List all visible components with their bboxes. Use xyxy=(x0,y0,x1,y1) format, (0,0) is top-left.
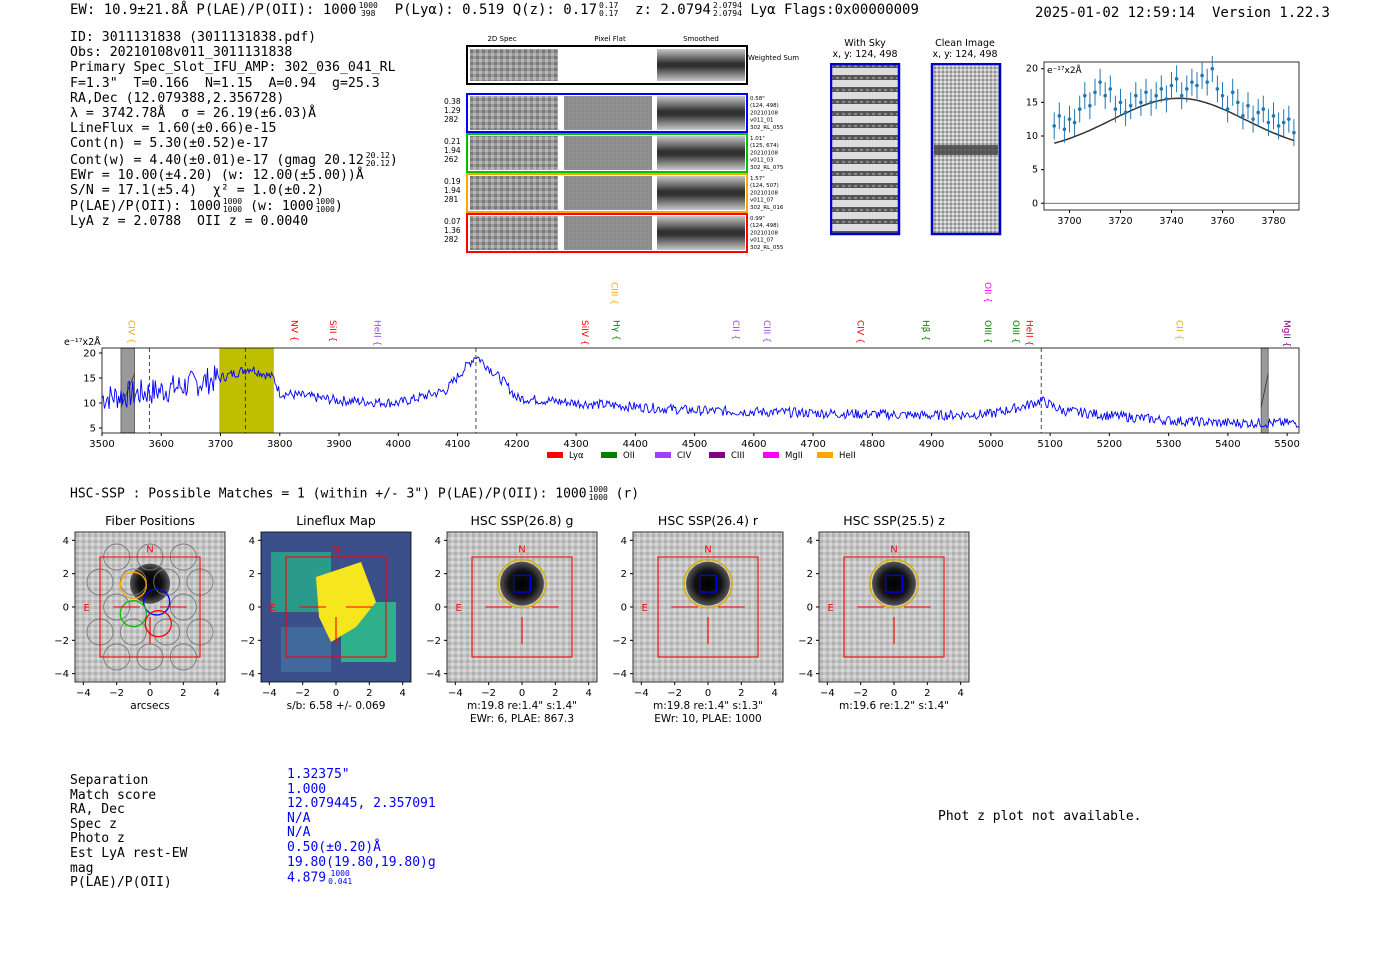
header-datetime: 2025-01-02 12:59:14 xyxy=(1034,5,1196,21)
cutout-title: Fiber Positions xyxy=(105,513,195,528)
cutout-xtick-label: 0 xyxy=(332,688,340,699)
stamp-left-value: 1.94 xyxy=(444,146,461,155)
stamp-right-value: v011_07 xyxy=(750,237,774,244)
stamp-2dspec xyxy=(470,216,558,250)
cutout-ytick-label: 0 xyxy=(62,602,69,614)
match-label: Est LyA rest-EW xyxy=(70,845,188,861)
stamp-2dspec xyxy=(470,136,558,170)
zoom-xtick-label: 3720 xyxy=(1108,216,1133,227)
zoom-data-point xyxy=(1103,94,1107,98)
zoom-data-point xyxy=(1160,87,1164,91)
spectrum-line-label: OIII { xyxy=(981,320,992,344)
cutout-ytick-label: −2 xyxy=(426,635,441,647)
zoom-xtick-label: 3740 xyxy=(1159,216,1184,227)
zoom-data-point xyxy=(1149,101,1153,105)
zoom-data-point xyxy=(1078,107,1082,111)
spectrum-xtick-label: 4000 xyxy=(385,439,412,450)
zoom-spectrum-chart xyxy=(1020,56,1310,231)
info-contw: Cont(w) = 4.40(±0.01)e-17 (gmag 20.12 20.12 20.12 ) xyxy=(70,150,398,168)
header-summary xyxy=(70,2,919,18)
stamp-pixel-flat xyxy=(564,216,652,250)
cutout-xtick-label: −4 xyxy=(75,688,91,699)
cutout-ytick-label: 0 xyxy=(248,602,255,614)
zoom-data-point xyxy=(1180,94,1184,98)
cutout-caption: EWr: 10, PLAE: 1000 xyxy=(654,713,762,725)
zoom-data-point xyxy=(1154,94,1158,98)
info-obs: Obs: 20210108v011_3011131838 xyxy=(70,45,293,61)
detection-info xyxy=(70,30,398,230)
zoom-data-point xyxy=(1073,121,1077,125)
spectrum-line-label: CIV { xyxy=(125,320,136,344)
legend-swatch xyxy=(601,452,617,458)
zoom-data-point xyxy=(1052,124,1056,128)
zoom-data-point xyxy=(1246,104,1250,108)
cutout-ytick-label: 4 xyxy=(620,535,627,547)
header-z: z: 2.0794 xyxy=(635,2,711,18)
cutout-ytick-label: 2 xyxy=(248,569,255,581)
zoom-data-point xyxy=(1226,107,1230,111)
cutout-title: HSC SSP(25.5) z xyxy=(843,513,945,528)
cutout-ytick-label: −4 xyxy=(240,669,255,681)
zoom-data-point xyxy=(1134,94,1138,98)
match-label: Photo z xyxy=(70,831,125,847)
stamp-col-title: 2D Spec xyxy=(487,35,517,43)
zoom-ytick-label: 5 xyxy=(1031,164,1038,176)
spectrum-line-label: CII { xyxy=(1173,320,1184,341)
cutout-north-label: N xyxy=(518,544,526,556)
zoom-xtick-label: 3760 xyxy=(1210,216,1235,227)
spectrum-xtick-label: 5500 xyxy=(1274,439,1300,450)
stamp-right-value: 1.01" xyxy=(750,136,765,142)
spectrum-ytick-label: 15 xyxy=(83,373,96,385)
cutout-xtick-label: 4 xyxy=(399,688,406,699)
stamp-right-value: 20210108 xyxy=(750,110,778,117)
header-qz-frac: 0.17 0.17 xyxy=(599,1,619,18)
match-value: 1.32375" xyxy=(287,767,350,782)
stamp-right-value: 20210108 xyxy=(750,190,778,197)
stamp-right-value: 1.57" xyxy=(750,176,765,182)
cutout-ytick-label: −4 xyxy=(798,669,813,681)
cutout-ytick-label: −4 xyxy=(426,669,441,681)
cutout-ytick-label: 4 xyxy=(806,535,813,547)
spectrum-xtick-label: 5300 xyxy=(1155,439,1182,450)
spectrum-xtick-label: 4600 xyxy=(741,439,767,450)
info-plae: P(LAE)/P(OII): 1000 1000 1000 (w: 1000 1000 1000 ) xyxy=(70,197,343,215)
photz-message: Phot z plot not available. xyxy=(938,809,1142,824)
zoom-data-point xyxy=(1058,114,1062,118)
stamp-2dspec xyxy=(470,176,558,210)
info-params: F=1.3" T=0.166 N=1.15 A=0.94 g=25.3 xyxy=(70,75,380,91)
spectrum-xtick-label: 3700 xyxy=(207,439,234,450)
cutout-caption: m:19.6 re:1.2" s:1.4" xyxy=(839,700,949,712)
match-value: 19.80(19.80,19.80)g xyxy=(287,854,436,870)
cutout-source xyxy=(500,562,544,606)
spectrum-ytick-label: 5 xyxy=(89,423,96,435)
spectrum-xtick-label: 4100 xyxy=(444,439,471,450)
sky-images xyxy=(830,63,1002,237)
stamp-pixel-flat xyxy=(564,136,652,170)
cutout-caption: m:19.8 re:1.4" s:1.4" xyxy=(467,700,577,712)
cutout-xtick-label: −4 xyxy=(633,688,649,699)
zoom-data-point xyxy=(1083,94,1087,98)
cutout-xtick-label: 0 xyxy=(146,688,154,699)
cutout-xtick-label: 4 xyxy=(957,688,964,699)
legend-label: Lyα xyxy=(569,451,584,461)
spectrum-xtick-label: 3600 xyxy=(148,439,174,450)
cutout-ytick-label: −4 xyxy=(612,669,627,681)
zoom-data-point xyxy=(1170,84,1174,88)
stamp-right-value: (124, 498) xyxy=(750,103,779,110)
spectrum-xtick-label: 4700 xyxy=(800,439,826,450)
spectrum-xtick-label: 4900 xyxy=(918,439,945,450)
zoom-data-point xyxy=(1256,111,1260,115)
zoom-data-point xyxy=(1277,124,1281,128)
zoom-data-point xyxy=(1175,77,1179,81)
cutout-north-label: N xyxy=(890,544,898,556)
spectrum-line-label: CIII { xyxy=(760,320,771,343)
stamp-rows xyxy=(444,94,784,252)
match-label: Spec z xyxy=(70,816,117,832)
cutout-ytick-label: 2 xyxy=(62,569,69,581)
clean-line-signal xyxy=(934,145,998,155)
stamp-left-value: 1.94 xyxy=(444,186,461,195)
clean-image-title: Clean Image x, y: 124, 498 xyxy=(932,38,998,60)
legend-label: MgII xyxy=(785,451,803,461)
stamp-left-value: 281 xyxy=(444,195,459,204)
cutout-xtick-label: 2 xyxy=(366,688,373,699)
spec-stamps xyxy=(440,32,800,254)
match-value: 4.879 1000 0.041 xyxy=(287,869,353,887)
match-value: 1.000 xyxy=(287,781,327,797)
zoom-ytick-label: 10 xyxy=(1025,131,1038,142)
stamp-smoothed xyxy=(657,216,745,250)
spectrum-xtick-label: 3800 xyxy=(267,439,293,450)
spectrum-axes-frame xyxy=(102,348,1299,433)
zoom-data-point xyxy=(1205,80,1209,84)
spectrum-xtick-label: 4200 xyxy=(504,439,530,450)
zoom-data-point xyxy=(1195,84,1199,88)
stamp-2dspec xyxy=(470,96,558,130)
cutout-east-label: E xyxy=(83,603,90,614)
spectrum-line-label: HeII { xyxy=(1023,320,1034,347)
zoom-data-point xyxy=(1063,127,1067,131)
cutout-xtick-label: 4 xyxy=(585,688,592,699)
cutout-xtick-label: −4 xyxy=(261,688,277,699)
zoom-data-point xyxy=(1282,121,1286,125)
match-value: N/A xyxy=(287,825,311,841)
match-values xyxy=(287,768,436,886)
zoom-ytick-label: 15 xyxy=(1025,97,1038,109)
spectrum-line-label: NV { xyxy=(288,320,299,342)
spectrum-xtick-label: 3900 xyxy=(326,439,352,450)
cutout-ytick-label: 2 xyxy=(434,569,441,581)
cutout-ytick-label: 0 xyxy=(620,602,627,614)
header-flags: Lyα Flags:0x00000009 xyxy=(750,2,919,18)
info-lya: LyA z = 2.0788 OII z = 0.0040 xyxy=(70,214,309,230)
spectrum-line xyxy=(102,357,1299,428)
zoom-data-point xyxy=(1251,117,1255,121)
cutout-east-label: E xyxy=(641,603,648,614)
stamp-left-value: 0.19 xyxy=(444,177,461,186)
cutout-xtick-label: 2 xyxy=(924,688,931,699)
cutout-ytick-label: 4 xyxy=(434,535,441,547)
cutout-xtick-label: 2 xyxy=(552,688,559,699)
spectrum-xtick-label: 4400 xyxy=(622,439,649,450)
stamp-right-value: 302_RL_055 xyxy=(750,124,784,131)
cutout-east-label: E xyxy=(455,603,462,614)
zoom-data-point xyxy=(1221,94,1225,98)
full-spectrum-chart xyxy=(60,280,1310,465)
stamp-pixel-flat xyxy=(564,176,652,210)
cutout-title: HSC SSP(26.8) g xyxy=(470,513,574,528)
zoom-data-point xyxy=(1267,121,1271,125)
cutout-east-label: E xyxy=(269,603,276,614)
zoom-data-point xyxy=(1200,74,1204,78)
weighted-sum-label: Weighted Sum xyxy=(748,54,800,62)
zoom-data-point xyxy=(1119,101,1123,105)
cutout-ytick-label: −2 xyxy=(798,635,813,647)
cutout-ytick-label: 0 xyxy=(434,602,441,614)
stamp-left-value: 1.36 xyxy=(444,226,461,235)
cutout-xtick-label: 4 xyxy=(213,688,220,699)
cutout-north-label: N xyxy=(146,544,154,556)
zoom-data-point xyxy=(1272,114,1276,118)
cutout-xtick-label: −2 xyxy=(295,688,311,699)
legend-label: CIV xyxy=(677,451,692,461)
cutout-xtick-label: 4 xyxy=(771,688,778,699)
spectrum-xtick-label: 4300 xyxy=(563,439,589,450)
cutout-panels xyxy=(40,510,980,725)
zoom-ytick-label: 20 xyxy=(1025,63,1038,75)
cutout-region xyxy=(281,627,331,672)
zoom-data-point xyxy=(1129,104,1133,108)
spectrum-line-label: OIII { xyxy=(1009,320,1020,344)
cutout-ytick-label: 2 xyxy=(806,569,813,581)
cutout-ytick-label: 4 xyxy=(62,535,69,547)
match-labels xyxy=(70,774,187,891)
zoom-data-point xyxy=(1231,90,1235,94)
hsc-title: HSC-SSP : Possible Matches = 1 (within +/- 3") P(LAE)/P(OII): 1000 1000 1000 (r) xyxy=(70,485,640,502)
match-value: 0.50(±0.20)Å xyxy=(287,839,381,855)
stamp-left-value: 282 xyxy=(444,235,459,244)
cutout-north-label: N xyxy=(332,544,340,556)
with-sky-title: With Sky x, y: 124, 498 xyxy=(832,38,898,60)
cutout-xtick-label: −2 xyxy=(853,688,869,699)
stamp-right-value: v011_07 xyxy=(750,197,774,204)
cutout-xtick-label: −2 xyxy=(667,688,683,699)
stamp-left-value: 282 xyxy=(444,115,459,124)
header-plya: P(Lyα): 0.519 Q(z): 0.17 xyxy=(394,2,597,18)
cutout-ytick-label: −4 xyxy=(54,669,69,681)
zoom-xtick-label: 3700 xyxy=(1057,216,1082,227)
stamp-right-value: 302_RL_016 xyxy=(750,204,784,211)
zoom-data-point xyxy=(1088,104,1092,108)
zoom-data-point xyxy=(1236,101,1240,105)
cutout-ytick-label: −2 xyxy=(612,635,627,647)
spectrum-xtick-label: 4500 xyxy=(681,439,708,450)
cutout-xtick-label: 2 xyxy=(738,688,745,699)
cutout-caption: arcsecs xyxy=(130,700,170,712)
info-sn: S/N = 17.1(±5.4) χ² = 1.0(±0.2) xyxy=(70,183,325,199)
stamp-left-value: 0.38 xyxy=(444,97,461,106)
spectrum-line-label: CIV { xyxy=(854,320,865,344)
spectrum-line-label: Hγ { xyxy=(610,320,621,341)
spectrum-xtick-label: 3500 xyxy=(89,439,115,450)
stamp-pixel-flat xyxy=(564,96,652,130)
spectrum-line-label: Hβ { xyxy=(919,320,930,342)
legend-swatch xyxy=(817,452,833,458)
match-label: RA, Dec xyxy=(70,802,125,818)
cutout-xtick-label: 2 xyxy=(180,688,187,699)
info-lineflux: LineFlux = 1.60(±0.66)e-15 xyxy=(70,121,277,137)
info-primary: Primary Spec_Slot_IFU_AMP: 302_036_041_RL xyxy=(70,60,396,76)
zoom-data-point xyxy=(1144,90,1148,94)
info-lambda: λ = 3742.78Å σ = 26.19(±6.03)Å xyxy=(70,106,317,122)
weighted-smoothed xyxy=(657,49,745,81)
legend-label: CIII xyxy=(731,451,745,461)
match-label: mag xyxy=(70,860,94,876)
zoom-data-point xyxy=(1139,101,1143,105)
stamp-left-value: 0.07 xyxy=(444,217,461,226)
zoom-xtick-label: 3780 xyxy=(1261,216,1286,227)
cutout-ytick-label: 4 xyxy=(248,535,255,547)
zoom-data-point xyxy=(1287,117,1291,121)
cutout-ytick-label: −2 xyxy=(240,635,255,647)
zoom-data-point xyxy=(1093,90,1097,94)
spectrum-xtick-label: 4800 xyxy=(859,439,886,450)
zoom-data-point xyxy=(1165,97,1169,101)
info-id: ID: 3011131838 (3011131838.pdf) xyxy=(70,30,317,45)
match-label: Match score xyxy=(70,787,157,803)
stamp-left-value: 0.21 xyxy=(444,137,461,146)
legend-swatch xyxy=(655,452,671,458)
stamp-right-value: 20210108 xyxy=(750,230,778,237)
cutout-caption: s/b: 6.58 +/- 0.069 xyxy=(286,700,386,712)
stamp-col-title: Smoothed xyxy=(683,35,719,43)
stamp-right-value: 0.58" xyxy=(750,96,765,102)
cutout-ytick-label: −2 xyxy=(54,635,69,647)
spectrum-ylabel: e⁻¹⁷x2Å xyxy=(64,337,101,348)
spectrum-ytick-label: 20 xyxy=(83,348,96,360)
spectrum-line-label: CII { xyxy=(730,320,741,341)
spectrum-xtick-label: 5200 xyxy=(1096,439,1123,450)
spectrum-ytick-label: 10 xyxy=(83,398,96,410)
zoom-data-point xyxy=(1124,111,1128,115)
info-radec: RA,Dec (12.079388,2.356728) xyxy=(70,90,285,106)
zoom-data-point xyxy=(1262,107,1266,111)
spectrum-line-label: SiIV { xyxy=(579,320,590,346)
spectrum-line-label: OII { xyxy=(981,282,992,303)
stamp-col-title: Pixel Flat xyxy=(594,35,626,43)
legend-swatch xyxy=(763,452,779,458)
zoom-data-point xyxy=(1109,87,1113,91)
stamp-left-value: 1.29 xyxy=(444,106,461,115)
legend-label: OII xyxy=(623,451,635,461)
zoom-data-point xyxy=(1185,87,1189,91)
stamp-right-value: 20210108 xyxy=(750,150,778,157)
cutout-north-label: N xyxy=(704,544,712,556)
stamp-left-value: 262 xyxy=(444,155,459,164)
zoom-data-point xyxy=(1211,67,1215,71)
zoom-data-point xyxy=(1114,107,1118,111)
info-contn: Cont(n) = 5.30(±0.52)e-17 xyxy=(70,136,269,152)
spectrum-xtick-label: 5100 xyxy=(1037,439,1063,450)
spectrum-xtick-label: 5000 xyxy=(978,439,1004,450)
header-version-text: Version 1.22.3 xyxy=(1211,5,1330,21)
cutout-xtick-label: −2 xyxy=(481,688,497,699)
legend-swatch xyxy=(547,452,563,458)
stamp-smoothed xyxy=(657,96,745,130)
spectrum-line-label: SiII { xyxy=(327,320,338,343)
header-version xyxy=(1035,5,1330,21)
spectrum-xtick-label: 5400 xyxy=(1215,439,1241,450)
zoom-ylabel: e⁻¹⁷x2Å xyxy=(1047,66,1082,76)
zoom-data-point xyxy=(1241,114,1245,118)
stamp-right-value: (124, 507) xyxy=(750,183,779,190)
match-label: Separation xyxy=(70,773,149,788)
cutout-ytick-label: 0 xyxy=(806,602,813,614)
header-plae-frac: 1000 398 xyxy=(358,1,378,18)
spectrum-line-label: HeII { xyxy=(371,320,382,347)
stamp-right-value: (125, 674) xyxy=(750,143,779,150)
zoom-ytick-label: 0 xyxy=(1031,198,1038,210)
match-label: P(LAE)/P(OII) xyxy=(70,875,172,891)
zoom-data-point xyxy=(1292,131,1296,135)
cutout-title: HSC SSP(26.4) r xyxy=(657,513,759,528)
stamp-right-value: 302_RL_055 xyxy=(750,244,784,251)
stamp-right-value: 0.99" xyxy=(750,216,765,222)
header-ew: EW: 10.9±21.8Å P(LAE)/P(OII): 1000 xyxy=(70,2,357,18)
header-z-frac: 2.0794 2.0794 xyxy=(712,1,742,18)
cutout-caption: m:19.8 re:1.4" s:1.3" xyxy=(653,700,763,712)
cutout-xtick-label: 0 xyxy=(704,688,712,699)
stamp-right-value: (124, 498) xyxy=(750,223,779,230)
legend-swatch xyxy=(709,452,725,458)
cutout-xtick-label: 0 xyxy=(890,688,898,699)
cutout-ytick-label: 2 xyxy=(620,569,627,581)
info-ewr: EWr = 10.00(±4.20) (w: 12.00(±5.00))Å xyxy=(70,167,364,183)
zoom-data-point xyxy=(1216,87,1220,91)
weighted-2dspec xyxy=(470,49,558,81)
stamp-right-value: v011_03 xyxy=(750,157,774,164)
stamp-smoothed xyxy=(657,136,745,170)
zoom-data-point xyxy=(1190,80,1194,84)
stamp-right-value: v011_01 xyxy=(750,117,774,124)
match-value: N/A xyxy=(287,810,311,826)
zoom-data-point xyxy=(1068,117,1072,121)
cutout-source xyxy=(872,562,916,606)
match-value: 12.079445, 2.357091 xyxy=(287,796,436,812)
cutout-xtick-label: −4 xyxy=(447,688,463,699)
zoom-data-point xyxy=(1098,80,1102,84)
spectrum-line-label: CIII { xyxy=(608,282,619,305)
cutout-east-label: E xyxy=(827,603,834,614)
spectrum-line-label: MgII { xyxy=(1281,320,1292,348)
spectrum-highlight-band xyxy=(219,348,274,433)
stamp-smoothed xyxy=(657,176,745,210)
with-sky-image xyxy=(831,64,899,234)
cutout-xtick-label: −4 xyxy=(819,688,835,699)
stamp-right-value: 302_RL_075 xyxy=(750,164,784,171)
cutout-xtick-label: −2 xyxy=(109,688,125,699)
cutout-caption: EWr: 6, PLAE: 867.3 xyxy=(469,713,575,725)
cutout-title: Lineflux Map xyxy=(296,513,376,528)
cutout-source xyxy=(686,562,730,606)
cutout-xtick-label: 0 xyxy=(518,688,526,699)
legend-label: HeII xyxy=(839,451,856,461)
